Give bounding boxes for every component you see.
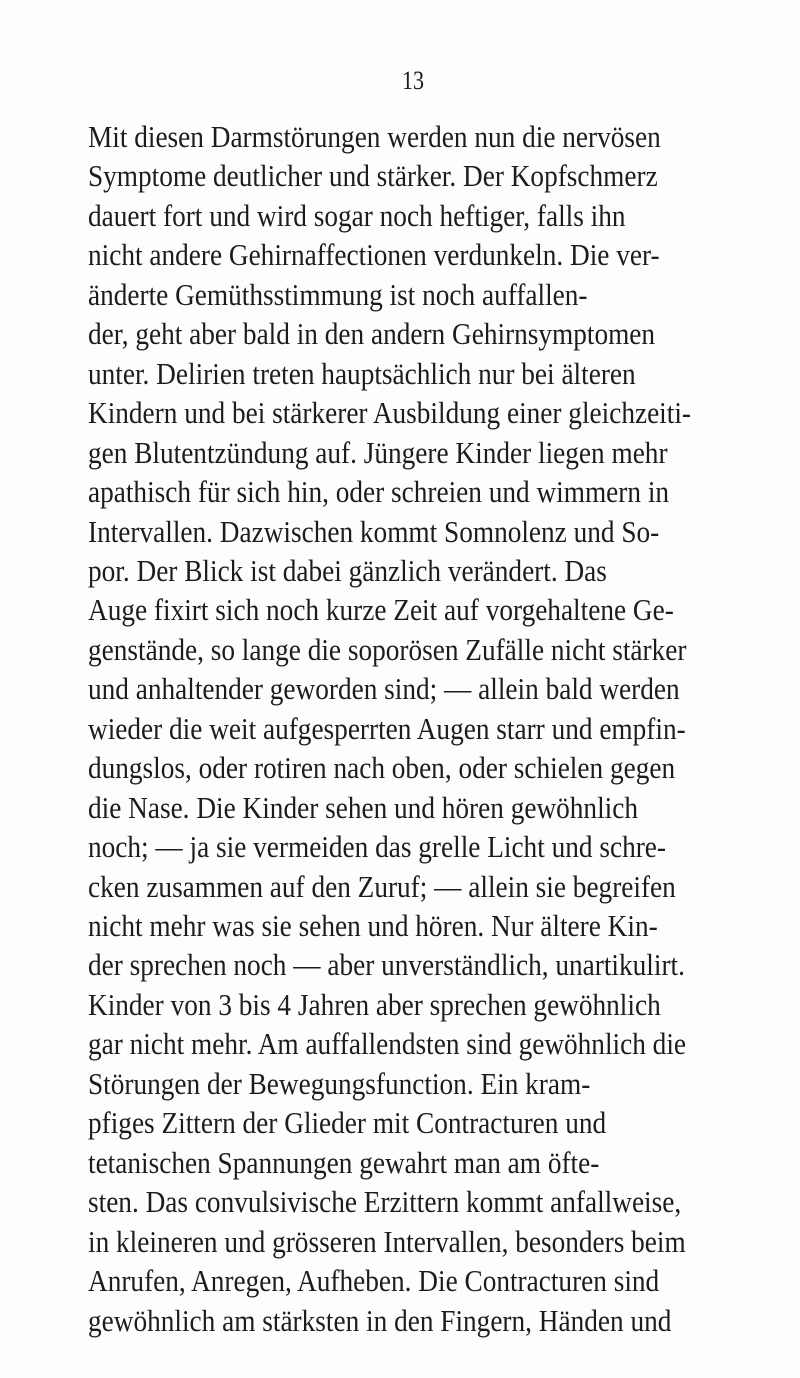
- text-line: änderte Gemüthsstimmung ist noch auffallen-: [88, 276, 588, 312]
- text-line: pfiges Zittern der Glieder mit Contracturen und: [88, 1105, 607, 1141]
- text-line: Kinder von 3 bis 4 Jahren aber sprechen gewöhnlich: [88, 986, 661, 1022]
- text-line: gar nicht mehr. Am auffallendsten sind gewöhnlich die: [88, 1026, 687, 1062]
- text-line: Auge fixirt sich noch kurze Zeit auf vorgehaltene Ge-: [88, 592, 674, 628]
- text-line: in kleineren und grösseren Intervallen, besonders beim: [88, 1223, 686, 1259]
- text-line: Kindern und bei stärkerer Ausbildung einer gleichzeiti-: [88, 395, 692, 431]
- text-line: nicht mehr was sie sehen und hören. Nur ältere Kin-: [88, 908, 658, 943]
- text-line: Störungen der Bewegungsfunction. Ein kram-: [88, 1065, 591, 1101]
- text-line: Intervallen. Dazwischen kommt Somnolenz und So-: [88, 513, 660, 549]
- text-line: Mit diesen Darmstörungen werden nun die nervösen: [88, 119, 661, 154]
- text-line: und anhaltender geworden sind; — allein bald werden: [88, 671, 680, 707]
- text-line: tetanischen Spannungen gewahrt man am öfte-: [88, 1144, 600, 1180]
- text-line: dungslos, oder rotiren nach oben, oder schielen gegen: [88, 750, 676, 786]
- text-line: nicht andere Gehirnaffectionen verdunkeln. Die ver-: [88, 237, 660, 273]
- text-line: dauert fort und wird sogar noch heftiger, falls ihn: [88, 197, 626, 233]
- text-line: Symptome deutlicher und stärker. Der Kopfschmerz: [88, 158, 658, 194]
- text-line: genstände, so lange die soporösen Zufälle nicht stärker: [88, 631, 687, 667]
- text-line: apathisch für sich hin, oder schreien und wimmern in: [88, 474, 670, 510]
- text-line: der, geht aber bald in den andern Gehirnsymptomen: [88, 316, 656, 352]
- text-line: gen Blutentzündung auf. Jüngere Kinder liegen mehr: [88, 434, 668, 470]
- text-line: sten. Das convulsivische Erzittern kommt anfallweise,: [88, 1184, 682, 1220]
- text-line: wieder die weit aufgesperrten Augen starr und empfin-: [88, 710, 686, 746]
- text-line: cken zusammen auf den Zuruf; — allein sie begreifen: [88, 868, 676, 904]
- text-line: gewöhnlich am stärksten in den Fingern, Händen und: [88, 1302, 672, 1338]
- page-number: 13: [401, 66, 425, 95]
- text-line: Anrufen, Anregen, Aufheben. Die Contracturen sind: [88, 1263, 660, 1299]
- text-line: der sprechen noch — aber unverständlich, unartikulirt.: [88, 947, 685, 983]
- text-line: por. Der Blick ist dabei gänzlich verändert. Das: [88, 552, 607, 588]
- text-line: unter. Delirien treten hauptsächlich nur bei älteren: [88, 355, 636, 391]
- text-line: noch; — ja sie vermeiden das grelle Licht und schre-: [88, 829, 666, 865]
- text-line: die Nase. Die Kinder sehen und hören gewöhnlich: [88, 789, 638, 825]
